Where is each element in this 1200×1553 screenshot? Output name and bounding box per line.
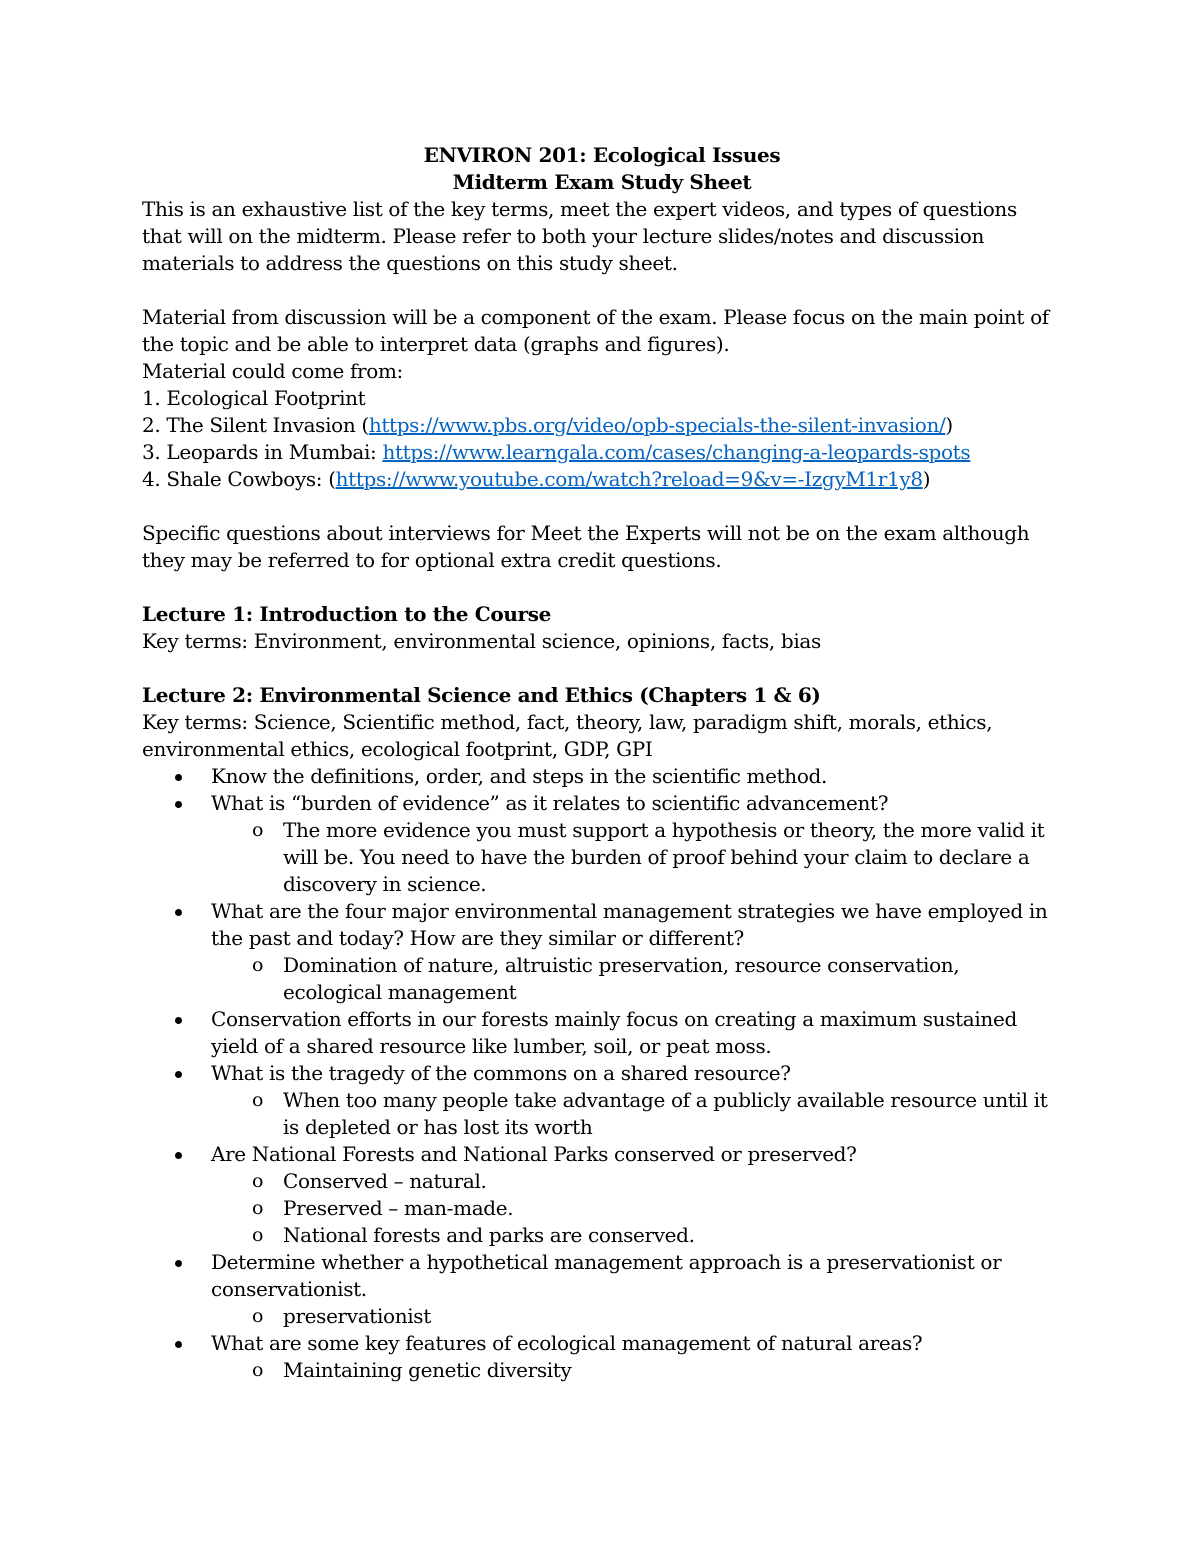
material-label: 3. Leopards in Mumbai:	[142, 440, 383, 464]
bullet-dot-icon	[175, 1017, 182, 1024]
blank-line	[142, 574, 1062, 601]
sub-list-item: o National forests and parks are conserved.	[252, 1223, 695, 1247]
sub-list-item: o Maintaining genetic diversity	[252, 1358, 572, 1382]
list-item: Know the definitions, order, and steps in the scientific method.	[142, 763, 1062, 790]
material-label: 4. Shale Cowboys: (	[142, 467, 336, 491]
material-item: 2. The Silent Invasion (https://www.pbs.org/video/opb-specials-the-silent-invasion/)	[142, 413, 953, 437]
sub-list	[211, 1087, 1062, 1141]
list-item: What is the tragedy of the commons on a shared resource? o When too many people take advantage of a publicly available resource until it is depleted or has lost its worth	[142, 1060, 1062, 1141]
lecture-2-key-terms: Key terms: Science, Scientific method, fact, theory, law, paradigm shift, morals, ethics, environmental ethics, ecological footprint, GDP, GPI	[142, 710, 993, 761]
material-label: 2. The Silent Invasion (	[142, 413, 369, 437]
bullet-dot-icon	[175, 909, 182, 916]
lecture-1-heading: Lecture 1: Introduction to the Course	[142, 602, 552, 626]
sub-list	[211, 1303, 1062, 1330]
sub-list-item: o The more evidence you must support a hypothesis or theory, the more valid it will be. You need to have the burden of proof behind your claim to declare a discovery in science.	[252, 818, 1045, 896]
bullet-circle-icon: o	[252, 1170, 264, 1192]
sub-list	[211, 1357, 1062, 1384]
material-item: 4. Shale Cowboys: (https://www.youtube.com/watch?reload=9&v=-IzgyM1r1y8)	[142, 467, 931, 491]
lecture-2-heading: Lecture 2: Environmental Science and Ethics (Chapters 1 & 6)	[142, 683, 821, 707]
sub-list-item: o Domination of nature, altruistic preservation, resource conservation, ecological management	[252, 953, 960, 1004]
document-title: ENVIRON 201: Ecological Issues	[423, 143, 781, 167]
list-item: What are some key features of ecological management of natural areas? o Maintaining genetic diversity	[142, 1330, 1062, 1384]
document-subtitle: Midterm Exam Study Sheet	[452, 170, 752, 194]
sub-list-item: o Preserved – man-made.	[252, 1196, 514, 1220]
blank-line	[142, 277, 1062, 304]
bullet-circle-icon: o	[252, 819, 264, 841]
bullet-circle-icon: o	[252, 1197, 264, 1219]
sub-list	[211, 817, 1062, 898]
bullet-dot-icon	[175, 774, 182, 781]
blank-line	[142, 493, 1062, 520]
material-intro: Material could come from:	[142, 359, 403, 383]
bullet-dot-icon	[175, 1260, 182, 1267]
bullet-circle-icon: o	[252, 954, 264, 976]
document-page	[142, 142, 1062, 1384]
bullet-dot-icon	[175, 1341, 182, 1348]
list-item: What is “burden of evidence” as it relates to scientific advancement? o The more evidence you must support a hypothesis or theory, the more valid it will be. You need to have the burden of proof behind your claim to declare a discovery in science.	[142, 790, 1062, 898]
sub-list	[211, 1168, 1062, 1249]
sub-list-item: o When too many people take advantage of a publicly available resource until it is depleted or has lost its worth	[252, 1088, 1048, 1139]
bullet-dot-icon	[175, 1152, 182, 1159]
bullet-dot-icon	[175, 1071, 182, 1078]
intro-paragraph: This is an exhaustive list of the key terms, meet the expert videos, and types of questions that will on the midterm. Please refer to both your lecture slides/notes and discussion materials to address the questions on this study sheet.	[142, 197, 1017, 275]
bullet-circle-icon: o	[252, 1359, 264, 1381]
list-item: Determine whether a hypothetical management approach is a preservationist or conservationist. o preservationist	[142, 1249, 1062, 1330]
material-item	[142, 439, 1062, 466]
blank-line	[142, 655, 1062, 682]
shale-cowboys-link[interactable]: https://www.youtube.com/watch?reload=9&v=-IzgyM1r1y8	[335, 467, 923, 491]
bullet-circle-icon: o	[252, 1305, 264, 1327]
discussion-paragraph: Material from discussion will be a component of the exam. Please focus on the main point of the topic and be able to interpret data (graphs and figures).	[142, 305, 1049, 356]
silent-invasion-link[interactable]: https://www.pbs.org/video/opb-specials-the-silent-invasion/	[368, 413, 946, 437]
bullet-dot-icon	[175, 801, 182, 808]
bullet-circle-icon: o	[252, 1224, 264, 1246]
material-item: 1. Ecological Footprint	[142, 386, 366, 410]
list-item: Conservation efforts in our forests mainly focus on creating a maximum sustained yield of a shared resource like lumber, soil, or peat moss.	[142, 1006, 1062, 1060]
sub-list	[211, 952, 1062, 1006]
list-item: What are the four major environmental management strategies we have employed in the past and today? How are they similar or different? o Domination of nature, altruistic preservation, resource conservation, ecological management	[142, 898, 1062, 1006]
experts-note: Specific questions about interviews for Meet the Experts will not be on the exam although they may be referred to for optional extra credit questions.	[142, 521, 1030, 572]
lecture-2-bullet-list	[142, 763, 1062, 1384]
bullet-circle-icon: o	[252, 1089, 264, 1111]
leopards-link[interactable]: https://www.learngala.com/cases/changing-a-leopards-spots	[382, 440, 971, 464]
sub-list-item: o Conserved – natural.	[252, 1169, 487, 1193]
lecture-1-key-terms: Key terms: Environment, environmental science, opinions, facts, bias	[142, 629, 821, 653]
sub-list-item: o preservationist	[252, 1304, 431, 1328]
list-item: Are National Forests and National Parks conserved or preserved? o Conserved – natural. o Preserved – man-made. o National forests and parks are conserved.	[142, 1141, 1062, 1249]
